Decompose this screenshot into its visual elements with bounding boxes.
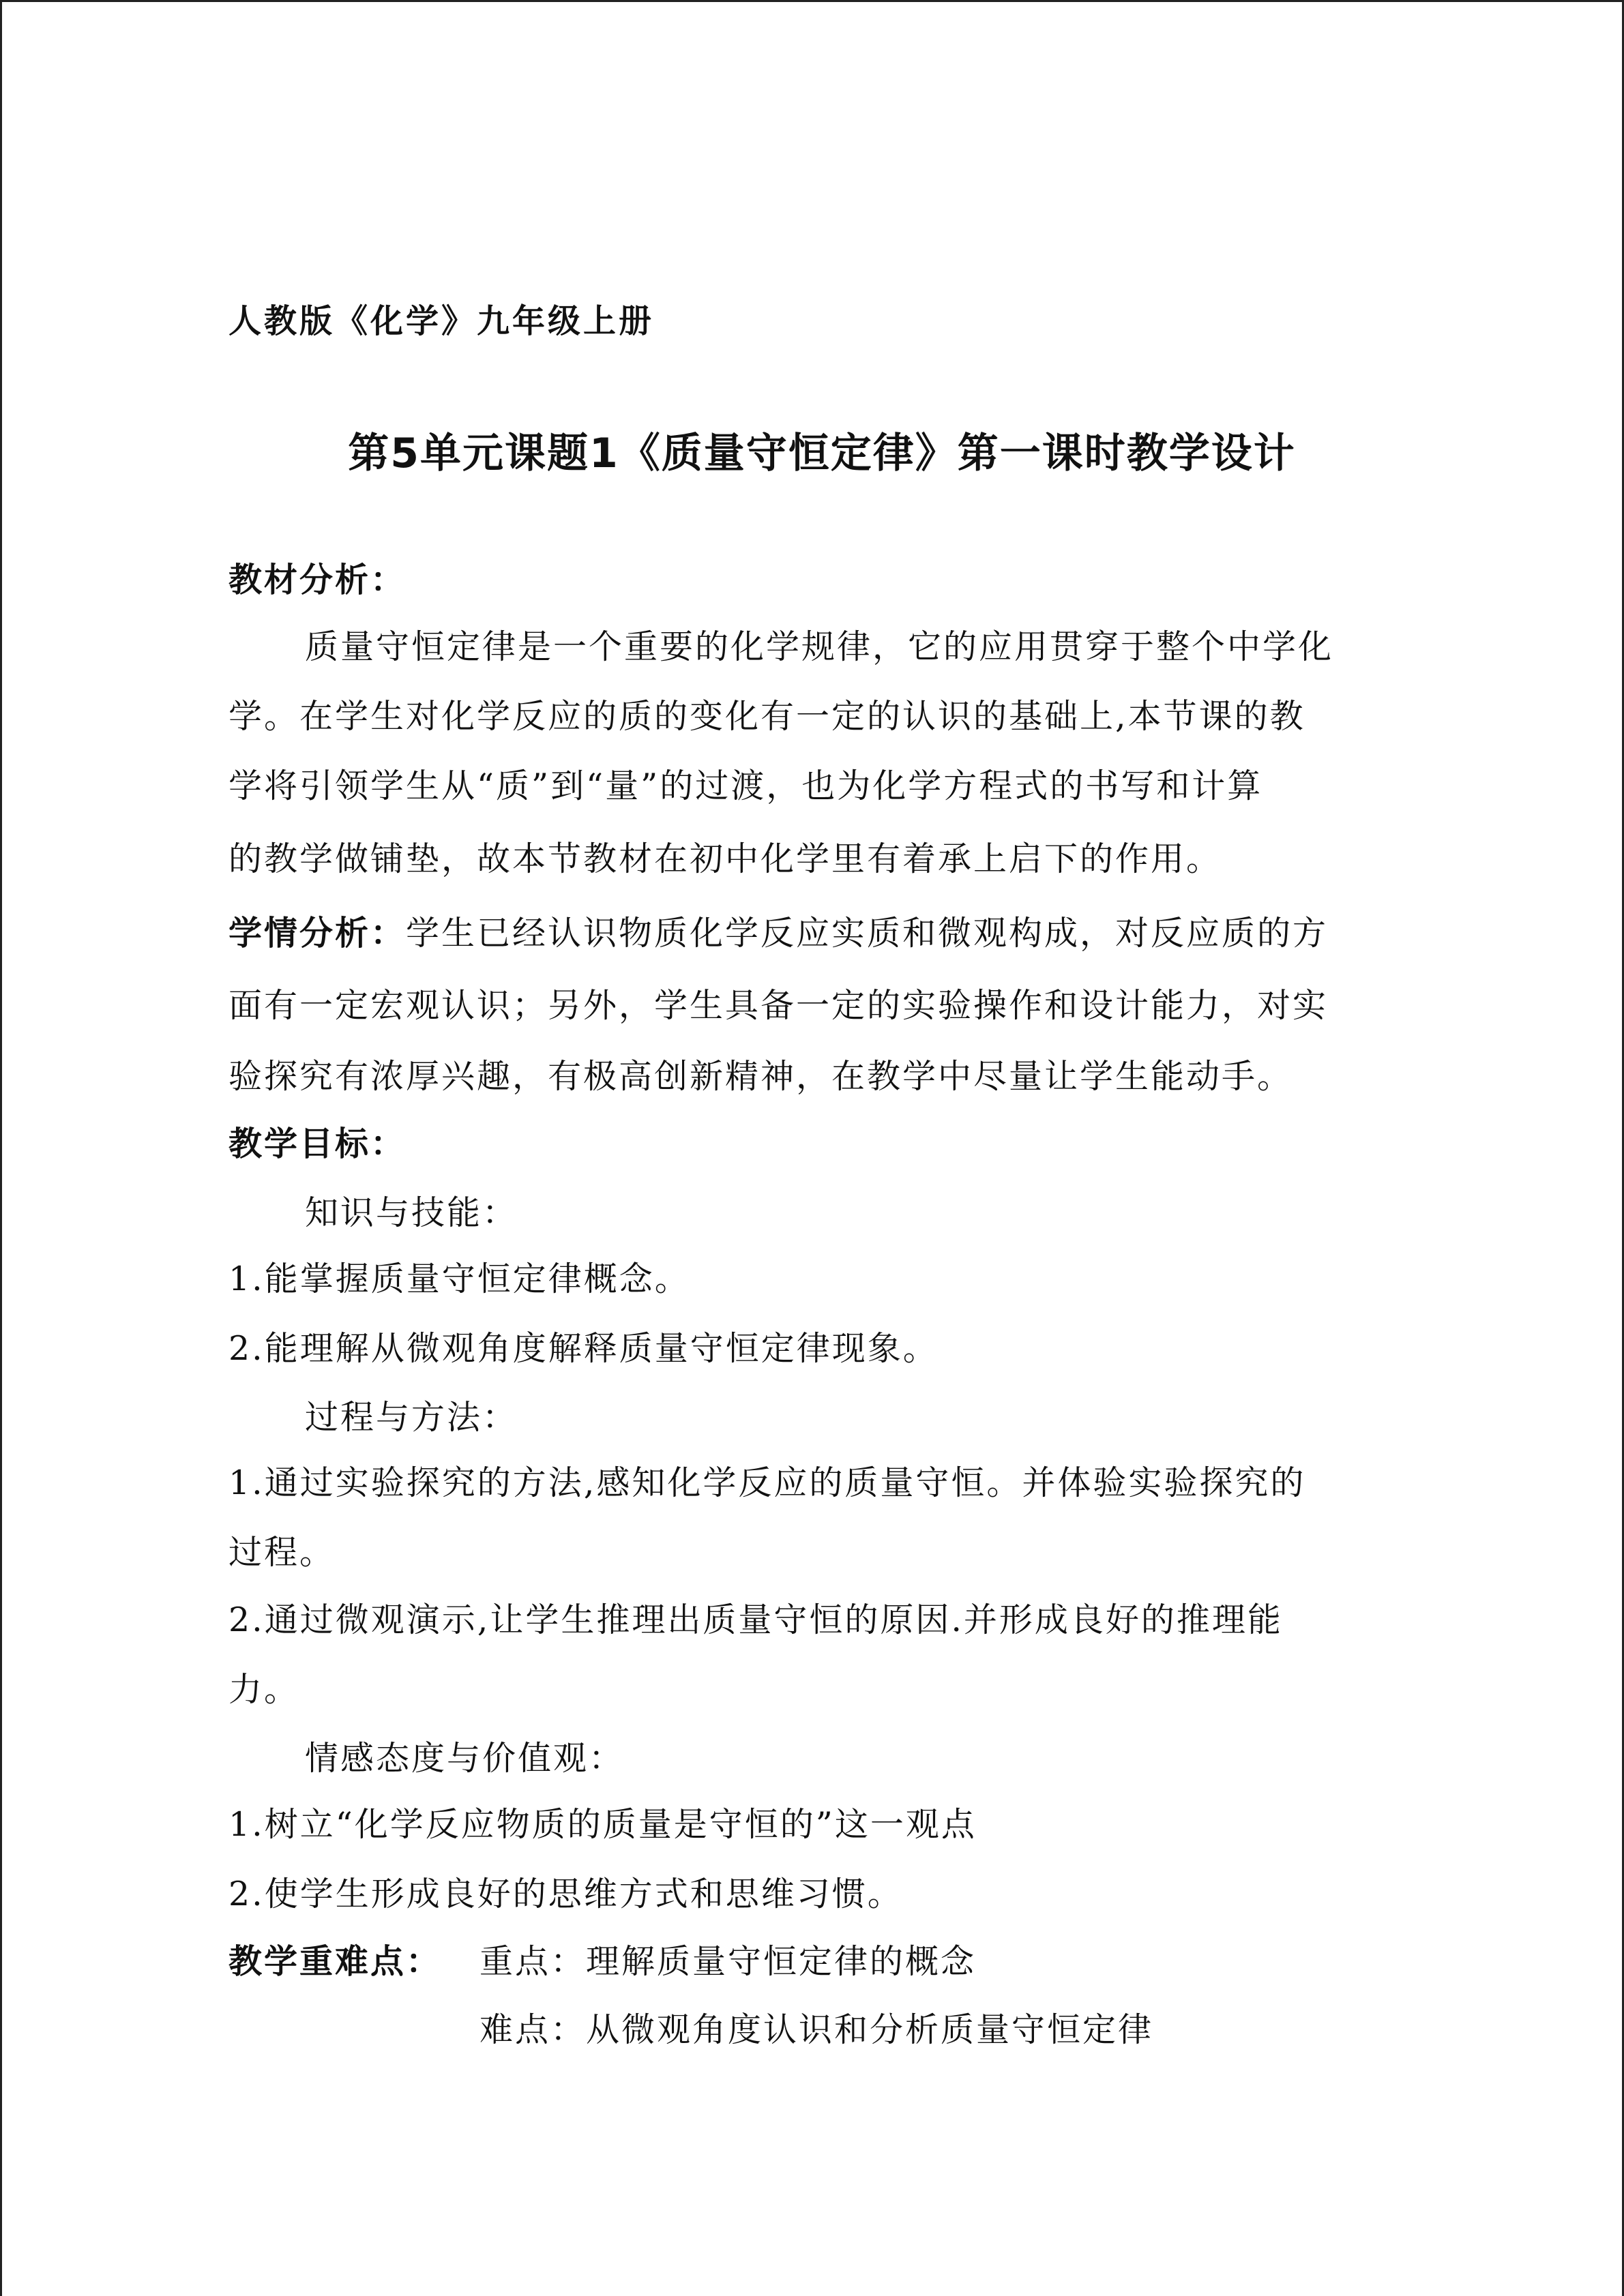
objective-item-continued: 力。 [228, 1670, 300, 1709]
objective-item: 2.能理解从微观角度解释质量守恒定律现象。 [228, 1329, 939, 1368]
material-analysis-line: 质量守恒定律是一个重要的化学规律，它的应用贯穿于整个中学化 [305, 627, 1334, 666]
difficult-point: 难点：从微观角度认识和分析质量守恒定律 [479, 2010, 1154, 2049]
knowledge-skills-label: 知识与技能： [305, 1193, 518, 1232]
objective-item: 2.通过微观演示,让学生推理出质量守恒的原因.并形成良好的推理能 [228, 1600, 1283, 1639]
student-analysis-heading: 学情分析： [228, 914, 407, 953]
key-points-heading: 教学重难点： [228, 1942, 442, 1981]
objective-item: 1.通过实验探究的方法,感知化学反应的质量守恒。并体验实验探究的 [228, 1463, 1306, 1502]
objectives-heading: 教学目标： [228, 1124, 407, 1163]
textbook-series: 人教版《化学》九年级上册 [228, 302, 655, 340]
material-analysis-heading: 教材分析： [228, 561, 407, 599]
process-methods-label: 过程与方法： [305, 1398, 518, 1437]
emotion-values-label: 情感态度与价值观： [305, 1739, 625, 1778]
document-title: 第5单元课题1《质量守恒定律》第一课时教学设计 [348, 430, 1296, 477]
student-analysis-paragraph [228, 913, 1328, 954]
material-analysis-line: 学。在学生对化学反应的质的变化有一定的认识的基础上,本节课的教 [228, 697, 1305, 736]
student-analysis-line: 面有一定宏观认识；另外，学生具备一定的实验操作和设计能力，对实 [228, 986, 1329, 1025]
material-analysis-line: 的教学做铺垫，故本节教材在初中化学里有着承上启下的作用。 [228, 839, 1222, 878]
student-analysis-line: 验探究有浓厚兴趣，有极高创新精神，在教学中尽量让学生能动手。 [228, 1057, 1293, 1096]
objective-item-continued: 过程。 [228, 1533, 336, 1572]
objective-item: 1.能掌握质量守恒定律概念。 [228, 1259, 690, 1298]
key-point: 重点：理解质量守恒定律的概念 [479, 1942, 977, 1981]
material-analysis-line: 学将引领学生从“质”到“量”的过渡，也为化学方程式的书写和计算 [228, 766, 1263, 805]
objective-item: 1.树立“化学反应物质的质量是守恒的”这一观点 [228, 1805, 977, 1844]
objective-item: 2.使学生形成良好的思维方式和思维习惯。 [228, 1875, 903, 1913]
student-analysis-line: 学生已经认识物质化学反应实质和微观构成，对反应质的方 [406, 914, 1329, 953]
